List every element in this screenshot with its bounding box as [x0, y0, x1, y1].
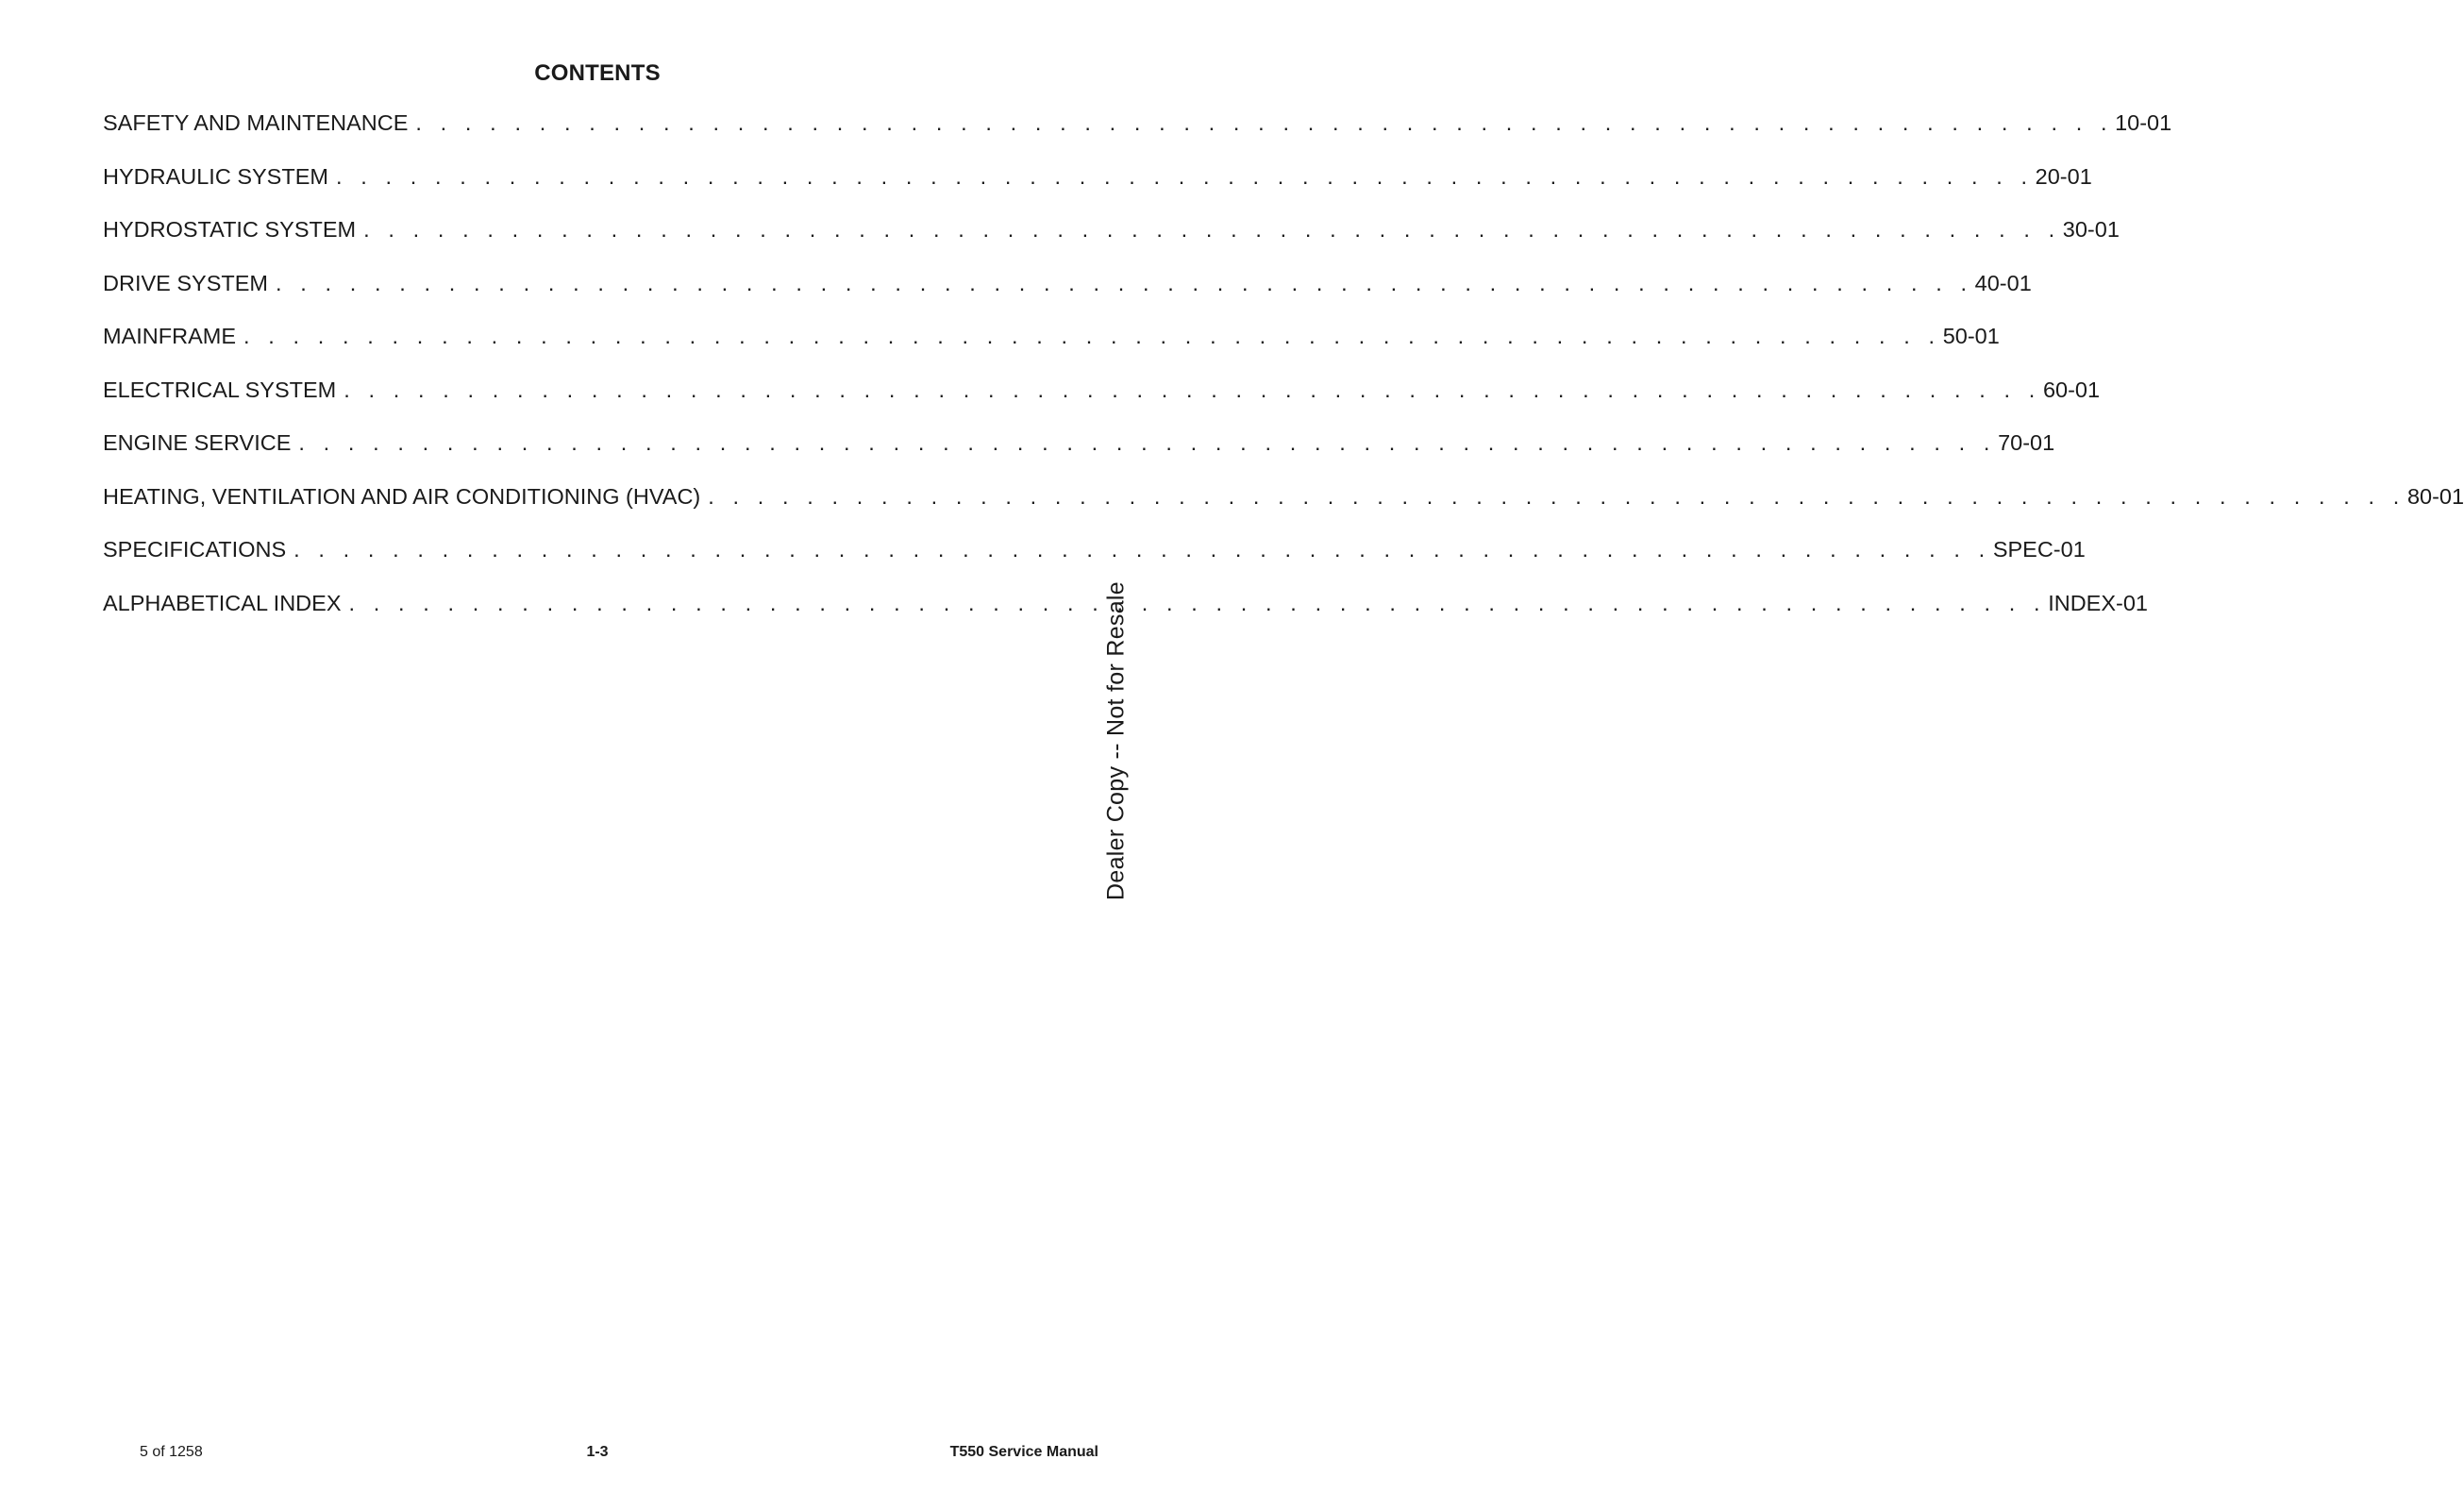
- toc-entry-hydrostatic-system[interactable]: [103, 212, 2120, 266]
- toc-entry-page: 80-01: [2406, 483, 2464, 509]
- toc-entry-title: DRIVE SYSTEM: [103, 270, 268, 295]
- toc-dot-leader: . . . . . . . . . . . . . . . . . . . . . . . . . . . . . . . . . . . . . . . . . . . . . . . . . . . . . . . . . . . . . . . . . . . . .: [348, 590, 2047, 615]
- toc-entry-page: 50-01: [1942, 324, 2000, 348]
- toc-entry-title: ENGINE SERVICE: [103, 430, 292, 455]
- toc-entry-drive-system[interactable]: [103, 266, 2032, 320]
- toc-dot-leader: . . . . . . . . . . . . . . . . . . . . . . . . . . . . . . . . . . . . . . . . . . . . . . . . . . . . . . . . . . . . . . . . . . . . .: [298, 430, 1997, 455]
- toc-entry-title: SPECIFICATIONS: [103, 537, 287, 562]
- toc-entry-alphabetical-index[interactable]: [103, 586, 2148, 640]
- toc-entry-page: 20-01: [2035, 163, 2092, 189]
- toc-entry-page: INDEX-01: [2048, 590, 2148, 615]
- toc-entry-title: MAINFRAME: [103, 324, 236, 348]
- toc-dot-leader: . . . . . . . . . . . . . . . . . . . . . . . . . . . . . . . . . . . . . . . . . . . . . . . . . . . . . . . . . . . . . . . . . . . . .: [243, 324, 1941, 348]
- toc-entry-safety-and-maintenance[interactable]: [103, 106, 2172, 159]
- toc-entry-title: SAFETY AND MAINTENANCE: [103, 110, 409, 135]
- toc-entry-hydraulic-system[interactable]: [103, 159, 2092, 213]
- toc-entry-electrical-system[interactable]: [103, 373, 2101, 427]
- table-of-contents: [103, 106, 2464, 639]
- toc-entry-mainframe[interactable]: [103, 319, 2000, 373]
- toc-entry-title: ELECTRICAL SYSTEM: [103, 377, 337, 402]
- toc-entry-title: HEATING, VENTILATION AND AIR CONDITIONING (HVAC): [103, 483, 701, 509]
- toc-dot-leader: . . . . . . . . . . . . . . . . . . . . . . . . . . . . . . . . . . . . . . . . . . . . . . . . . . . . . . . . . . . . . . . . . . . . .: [344, 377, 2041, 402]
- page-title: CONTENTS: [534, 60, 661, 86]
- toc-entry-title: ALPHABETICAL INDEX: [103, 590, 342, 615]
- toc-entry-specifications[interactable]: [103, 532, 2086, 586]
- toc-entry-page: 70-01: [1998, 430, 2055, 455]
- toc-entry-page: SPEC-01: [1992, 537, 2086, 562]
- footer-manual-title: T550 Service Manual: [949, 1444, 1098, 1460]
- toc-entry-page: 40-01: [1974, 270, 2032, 295]
- toc-dot-leader: . . . . . . . . . . . . . . . . . . . . . . . . . . . . . . . . . . . . . . . . . . . . . . . . . . . . . . . . . . . . . . . . . . . . .: [363, 217, 2061, 242]
- toc-dot-leader: . . . . . . . . . . . . . . . . . . . . . . . . . . . . . . . . . . . . . . . . . . . . . . . . . . . . . . . . . . . . . . . . . . . . .: [275, 270, 1973, 295]
- toc-entry-page: 30-01: [2062, 217, 2120, 242]
- toc-entry-title: HYDROSTATIC SYSTEM: [103, 217, 357, 242]
- toc-entry-hvac[interactable]: [103, 479, 2464, 533]
- toc-entry-title: HYDRAULIC SYSTEM: [103, 163, 328, 189]
- toc-dot-leader: . . . . . . . . . . . . . . . . . . . . . . . . . . . . . . . . . . . . . . . . . . . . . . . . . . . . . . . . . . . . . . . . . . . . .: [708, 483, 2405, 509]
- toc-dot-leader: . . . . . . . . . . . . . . . . . . . . . . . . . . . . . . . . . . . . . . . . . . . . . . . . . . . . . . . . . . . . . . . . . . . . .: [415, 110, 2114, 135]
- toc-dot-leader: . . . . . . . . . . . . . . . . . . . . . . . . . . . . . . . . . . . . . . . . . . . . . . . . . . . . . . . . . . . . . . . . . . . . .: [335, 163, 2034, 189]
- toc-entry-engine-service[interactable]: [103, 426, 2055, 479]
- toc-dot-leader: . . . . . . . . . . . . . . . . . . . . . . . . . . . . . . . . . . . . . . . . . . . . . . . . . . . . . . . . . . . . . . . . . . . . .: [293, 537, 1991, 562]
- toc-entry-page: 60-01: [2042, 377, 2101, 402]
- footer-page-number: 1-3: [586, 1444, 609, 1460]
- dealer-copy-notice: Dealer Copy -- Not for Resale: [1102, 581, 1130, 900]
- toc-entry-page: 10-01: [2115, 110, 2172, 135]
- footer-page-count: 5 of 1258: [140, 1444, 203, 1460]
